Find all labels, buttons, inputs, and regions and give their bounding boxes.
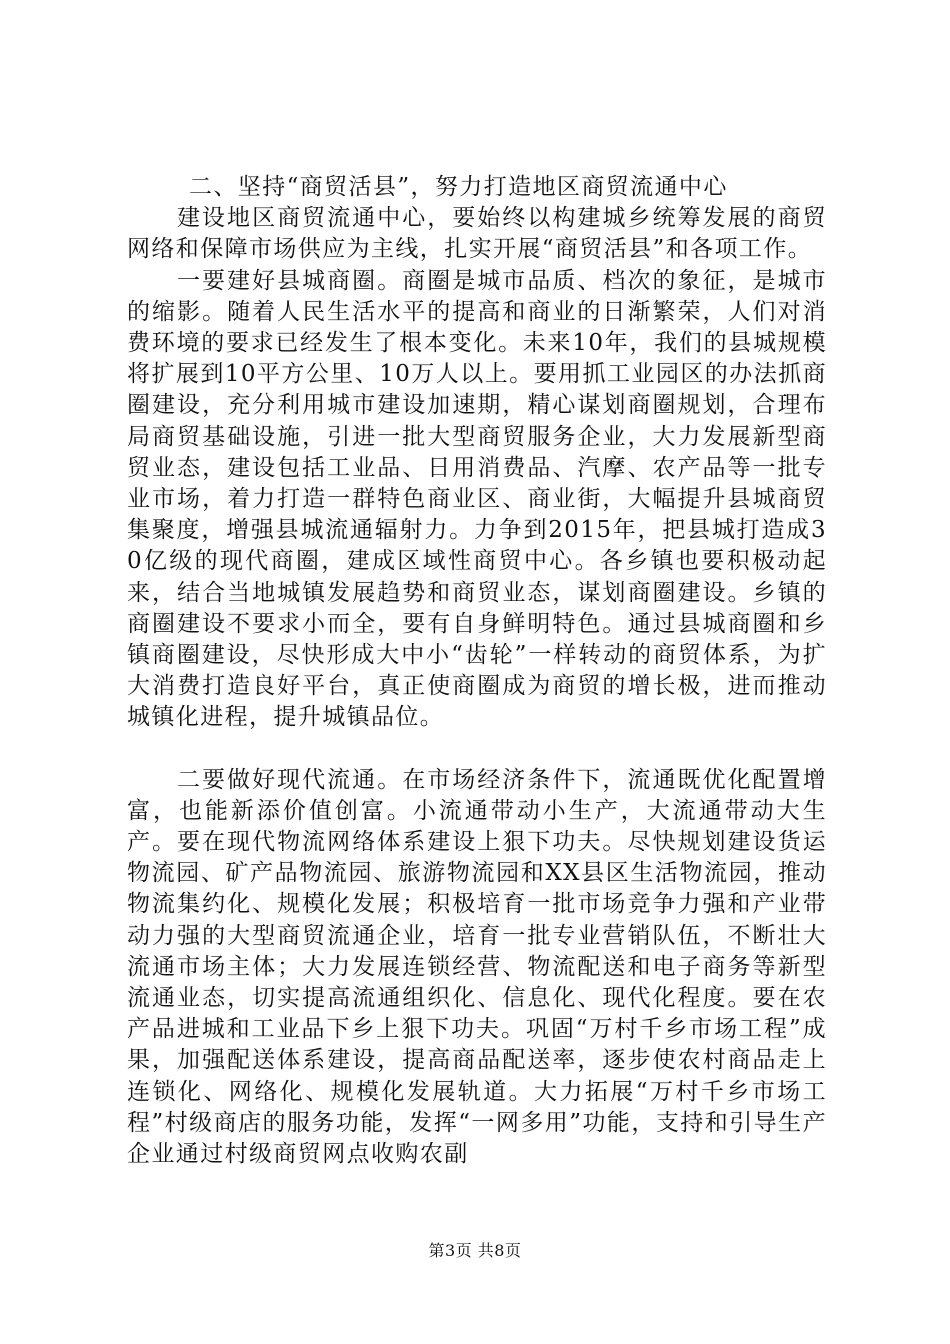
paragraph-spacer [127,734,827,765]
section-heading: 二、坚持“商贸活县”，努力打造地区商贸流通中心 [189,174,728,200]
paragraph-county-business-circle: 一要建好县城商圈。商圈是城市品质、档次的象征，是城市的缩影。随着人民生活水平的提高和商业的日渐繁荣，人们对消费环境的要求已经发生了根本变化。未来10年，我们的县城规模将扩展到10平方公里、10万人以上。要用抓工业园区的办法抓商圈建设，充分利用城市建设加速期，精心谋划商圈规划，合理布局商贸基础设施，引进一批大型商贸服务企业，大力发展新型商贸业态，建设包括工业品、日用消费品、汽摩、农产品等一批专业市场，着力打造一群特色商业区、商业街，大幅提升县城商贸集聚度，增强县城流通辐射力。力争到2015年，把县城打造成30亿级的现代商圈，建成区域性商贸中心。各乡镇也要积极动起来，结合当地城镇发展趋势和商贸业态，谋划商圈建设。乡镇的商圈建设不要求小而全，要有自身鲜明特色。通过县城商圈和乡镇商圈建设，尽快形成大中小“齿轮”一样转动的商贸体系，为扩大消费打造良好平台，真正使商圈成为商贸的增长极，进而推动城镇化进程，提升城镇品位。 [127,267,827,731]
document-body [127,172,827,1170]
page-footer: 第3页 共8页 [428,1241,522,1260]
paragraph-modern-circulation: 二要做好现代流通。在市场经济条件下，流通既优化配置增富，也能新添价值创富。小流通带动小生产，大流通带动大生产。要在现代物流网络体系建设上狠下功夫。尽快规划建设货运物流园、矿产品物流园、旅游物流园和XX县区生活物流园，推动物流集约化、规模化发展；积极培育一批市场竞争力强和产业带动力强的大型商贸流通企业，培育一批专业营销队伍，不断壮大流通市场主体；大力发展连锁经营、物流配送和电子商务等新型流通业态，切实提高流通组织化、信息化、现代化程度。要在农产品进城和工业品下乡上狠下功夫。巩固“万村千乡市场工程”成果，加强配送体系建设，提高商品配送率，逐步使农村商品走上连锁化、网络化、规模化发展轨道。大力拓展“万村千乡市场工程”村级商店的服务功能，发挥“一网多用”功能，支持和引导生产企业通过村级商贸网点收购农副 [127,766,827,1168]
paragraph-intro: 建设地区商贸流通中心，要始终以构建城乡统筹发展的商贸网络和保障市场供应为主线，扎实开展“商贸活县”和各项工作。 [127,205,827,263]
